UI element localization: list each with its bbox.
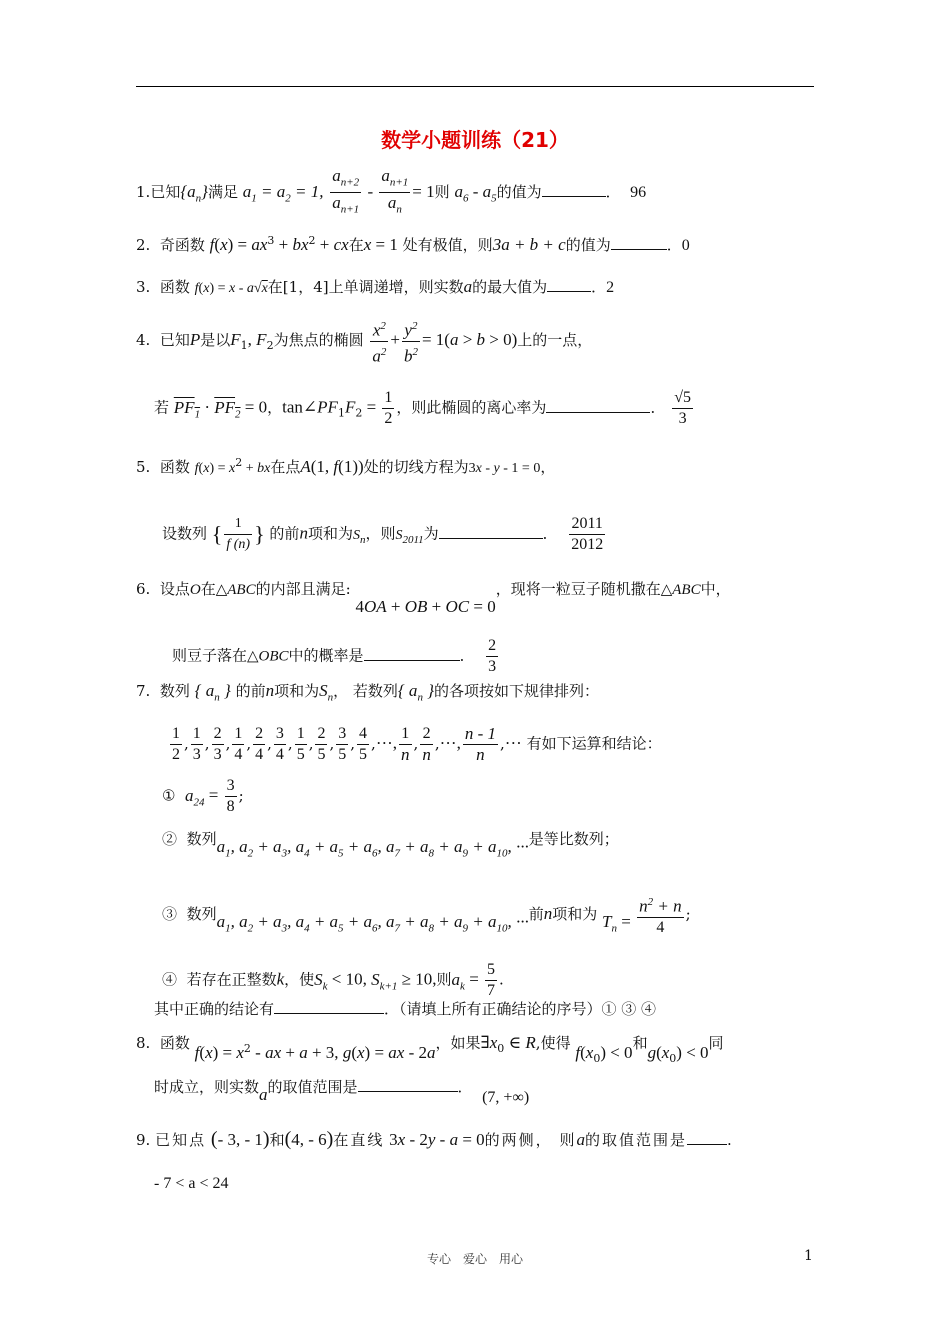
answer-blank[interactable] xyxy=(274,999,384,1014)
problem-9-answer xyxy=(154,1172,228,1195)
page-footer: 专心 爱心 用心 xyxy=(426,1252,523,1266)
problem-6: 6. 设点O在△ABC的内部且满足: 4OA + OB + OC = 0，现将一粒豆子随机撒在△ABC中， xyxy=(136,580,731,616)
problem-3: 3. 函数 f(x) = x - a√x在[1，4]上单调递增，则实数a的最大值为 ．2 xyxy=(136,277,615,296)
answer: 96 xyxy=(630,183,647,201)
answer-blank[interactable] xyxy=(358,1077,458,1092)
problem-1: 1.已知$\{a_n\}$满足 $a_1 = a_2 = 1$, $\frac{a_{n+2}}{a_{n+1}}$ - $\frac{a_{n+1}}{a_n}$ = 1则 $a_6 - a_5$的值为 ． 96 xyxy=(136,166,647,216)
problem-4-line2: 若 $PF_1 \cdot PF_2 = 0$，$\tan\angle PF_1F_2$ = $\frac{1}{2}$ ，则此椭圆的离心率为 ． $\frac{√5}{3}$ xyxy=(154,389,691,427)
problem-8: 8. 函数 $f(x) = x^2$ - ax + a + 3, g(x) = ax - 2a，如果$\exists x_0$ ∈ R,使得 $f(x_0) < 0$和$g(x_0) < 0$同 xyxy=(136,1033,724,1065)
answer-blank[interactable] xyxy=(687,1130,727,1145)
answer: $\frac{2}{3}$ xyxy=(488,637,497,675)
conclusion-2: ② 数列$a_1$, $a_2 + a_3$, $a_4 + a_5 + a_6$, $a_7 + a_8 + a_9 + a_{10}$, ···是等比数列； xyxy=(162,830,619,860)
problem-7-sequence: $\frac{1}{2}$ , $\frac{1}{3}$ , $\frac{2}{3}$ , $\frac{1}{4}$ , $\frac{2}{4}$ , $\frac{3}{4}$ , $\frac{1}{5}$ , $\frac{2}{5}$ , $\frac{3}{5}$ , $\frac{4}{5}$ ,···, $\frac{1}{n}$ , $\frac{2}{n}$ ,···, $\frac{n - 1}{n}$ ,··· 有如下运算和结论： xyxy=(172,724,662,764)
problem-7: 7. 数列 { $a_n$ } 的前n项和为$S_n$， 若数列{ $a_n$ }的各项按如下规律排列： xyxy=(136,681,600,704)
answer: $\frac{√5}{3}$ xyxy=(674,389,691,427)
problem-9: 9. 已知点 (- 3, - 1)和(4, - 6)在直线 3x - 2y - a = 0的两侧， 则a的取值范围是 . xyxy=(136,1128,732,1150)
problem-2: 2. 奇函数 $f(x) = ax^3 + bx^2$ + cx在x = 1 处有极值，则3a + b + c的值为 ．0 xyxy=(136,234,690,254)
conclusion-3: ③ 数列$a_1$, $a_2 + a_3$, $a_4 + a_5 + a_6$, $a_7 + a_8 + a_9 + a_{10}$, ···前n项和为 $T_n$ = $\frac{n^2 + n}{4}$ ; xyxy=(162,892,691,938)
problem-8-line2: 时成立，则实数a的取值范围是 ． (7, +∞) xyxy=(154,1078,530,1106)
answer: (7, +∞) xyxy=(482,1089,530,1106)
problem-5-line2: 设数列 { $\frac{1}{f (n)}$ } 的前n项和为$S_n$，则$S_{2011}$为 ． $\frac{2011}{2012}$ xyxy=(162,515,604,553)
answer-blank[interactable] xyxy=(547,277,591,292)
answer-blank[interactable] xyxy=(542,182,606,197)
problem-4: 4. 已知P是以$F_1$, $F_2$为焦点的椭圆 $\frac{x^2}{a^2}$ + $\frac{y^2}{b^2}$ = 1(a > b > 0)上的一点， xyxy=(136,316,592,366)
answer: 0 xyxy=(681,237,690,254)
problem-5: 5. 函数 $f(x) = x^2$ + bx在点A(1, f(1))处的切线方程为3x - y - 1 = 0， xyxy=(136,456,556,476)
page-number: 1 xyxy=(804,1248,813,1264)
answer: 2 xyxy=(606,279,615,296)
answer-blank[interactable] xyxy=(439,524,543,539)
problem-7-conclusion: 其中正确的结论有 ．（请填上所有正确结论的序号）① ③ ④ xyxy=(154,1000,657,1018)
answer-blank[interactable] xyxy=(364,646,460,661)
problem-6-line2: 则豆子落在△OBC中的概率是 ． $\frac{2}{3}$ xyxy=(172,637,497,675)
answer: - 7 < a < 24 xyxy=(154,1175,229,1192)
conclusion-1: ① $a_{24}$ = $\frac{3}{8}$ ; xyxy=(162,777,244,815)
page-title: 数学小题训练（21） xyxy=(381,128,569,152)
header-rule xyxy=(136,86,814,87)
conclusion-4: ④ 若存在正整数k，使$S_k < 10$, $S_{k+1} \ge 10$,则$a_k$ = $\frac{5}{7}$ . xyxy=(162,961,504,999)
answer-blank[interactable] xyxy=(611,235,667,250)
answer: $\frac{2011}{2012}$ xyxy=(571,515,604,553)
answer-blank[interactable] xyxy=(546,398,650,413)
